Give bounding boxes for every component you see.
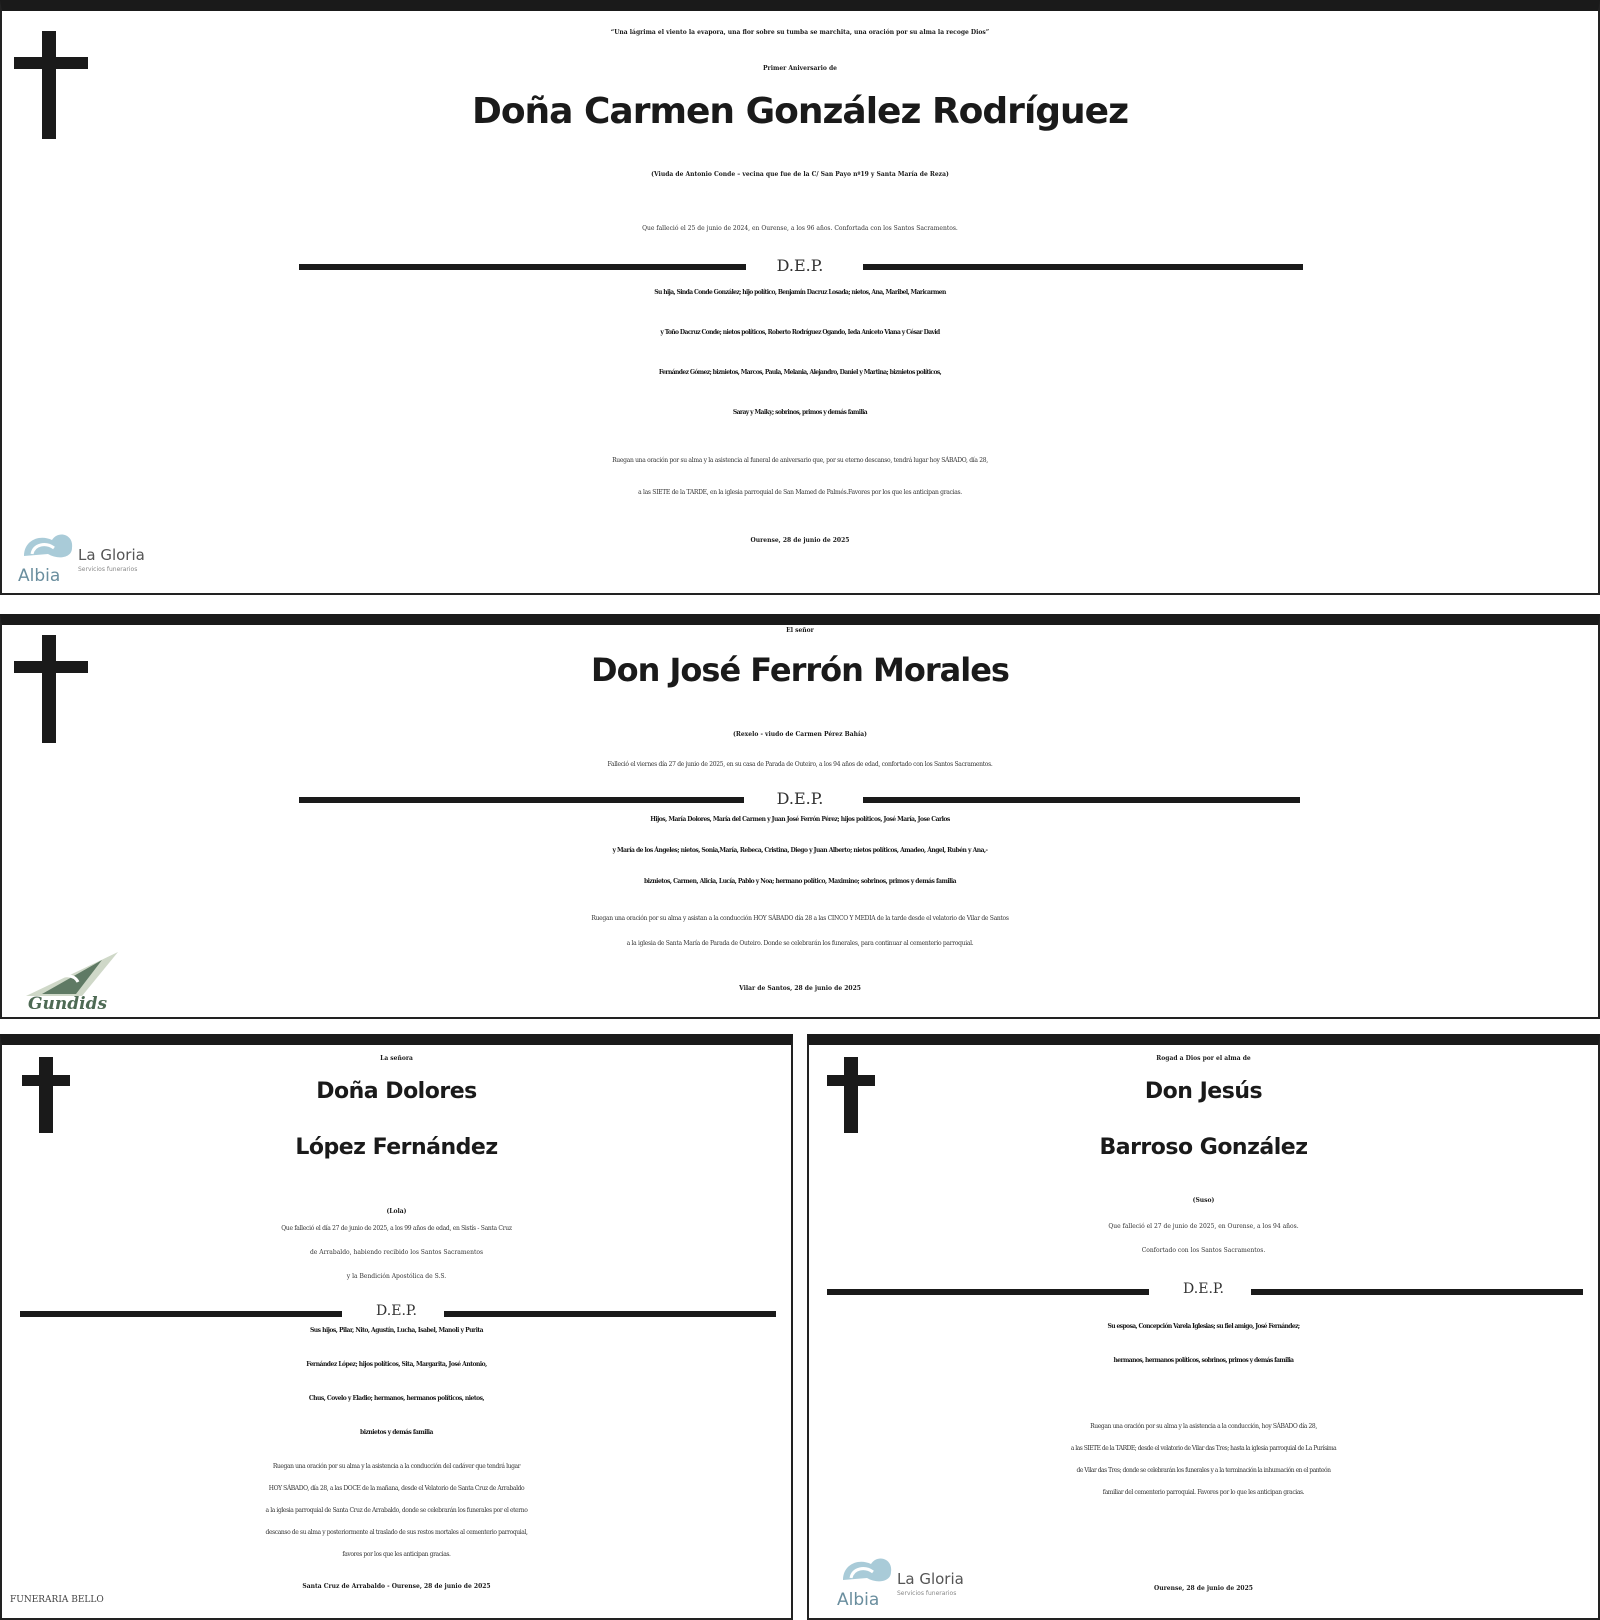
request-line: favores por los que les anticipan gracias. (342, 1551, 451, 1558)
deceased-name-line: Doña Dolores (316, 1079, 477, 1104)
death-info-line: Confortado con los Santos Sacramentos. (1141, 1247, 1266, 1254)
family-line: Fernández Gómez; biznietos, Marcos, Paula, Melania, Alejandro, Daniel y Martina; biznietos políticos, (658, 369, 942, 376)
place-date: Vilar de Santos, 28 de junio de 2025 (739, 985, 861, 992)
albia-logo (835, 1550, 985, 1620)
deceased-name: Doña Carmen González Rodríguez (471, 91, 1129, 132)
obituary-jesus-barroso (807, 1034, 1600, 1620)
family-line: Su hija, Sinda Conde González; hijo político, Benjamín Dacruz Losada; nietos, Ana, Maribel, Maricarmen (654, 289, 946, 296)
death-info-line: Que falleció el 27 de junio de 2025, en Ourense, a los 94 años. (1108, 1223, 1299, 1230)
subtitle: (Rexelo - viudo de Carmen Pérez Bahía) (733, 731, 867, 738)
obituary-jose-ferron (0, 614, 1600, 1019)
family-line: Hijos, María Dolores, María del Carmen y Juan José Ferrón Pérez; hijos políticos, José María, Jose Carlos (650, 816, 950, 823)
request-line: a las SIETE de la TARDE, en la iglesia parroquial de San Mamed de Palmés.Favores por los que les anticipan gracias. (638, 489, 962, 496)
subtitle: (Viuda de Antonio Conde – vecina que fue de la C/ San Payo nº19 y Santa María de Reza) (651, 171, 949, 178)
albia-mark-icon (18, 526, 78, 562)
deceased-name-line: Don Jesús (1144, 1079, 1263, 1104)
death-info-line: y la Bendición Apostólica de S.S. (346, 1273, 447, 1280)
death-info: Que falleció el 25 de junio de 2024, en Ourense, a los 96 años. Confortada con los Santos Sacramentos. (642, 225, 958, 232)
family-line: y María de los Ángeles; nietos, Sonia,María, Rebeca, Cristina, Diego y Juan Alberto; nietos políticos, Amadeo, Ángel, Rubén y Ana,- (612, 847, 988, 854)
obituary-carmen-gonzalez (0, 0, 1600, 595)
request-line: a la iglesia parroquial de Santa Cruz de Arrabaldo, donde se celebrarán los funerales por el eterno (265, 1507, 528, 1514)
family-line: biznietos, Carmen, Alicia, Lucía, Pablo y Noa; hermano político, Maximino; sobrinos, primos y demás familia (643, 878, 957, 885)
albia-brand: Albia (18, 566, 61, 586)
request-line: a la iglesia de Santa María de Parada de Outeiro. Donde se celebrarán los funerales, para continuar al cementerio parroquial. (626, 940, 974, 947)
request-line: Ruegan una oración por su alma y asistan a la conducción HOY SÁBADO día 28 a las CINCO Y MEDIA de la tarde desde el velatorio de Vilar de Santos (591, 915, 1009, 922)
request-line: familiar del cementerio parroquial. Favores por lo que les anticipan gracias. (1102, 1489, 1305, 1496)
deceased-name-line: Barroso González (1099, 1135, 1308, 1160)
intro: La señora (380, 1055, 413, 1062)
request-line: Ruegan una oración por su alma y la asistencia a la conducción del cadáver que tendrá lugar (272, 1463, 521, 1470)
partner-sub: Servicios funerarios (897, 1590, 957, 1597)
intro: Rogad a Dios por el alma de (1156, 1055, 1251, 1062)
albia-mark-icon (837, 1550, 897, 1586)
quote: “Una lágrima el viento la evapora, una flor sobre su tumba se marchita, una oración por su alma la recoge Dios” (610, 29, 990, 36)
family-line: Sus hijos, Pilar, Nito, Agustín, Lucha, Isabel, Manoli y Purita (309, 1327, 484, 1334)
request-line: de Vilar das Tres; donde se celebrarán los funerales y a la terminación la inhumación en el panteón (1076, 1467, 1331, 1474)
intro: Primer Aniversario de (763, 65, 837, 72)
death-info: Falleció el viernes día 27 de junio de 2025, en su casa de Parada de Outeiro, a los 94 años de edad, confortado con los Santos Sacramentos. (607, 761, 993, 768)
funeral-home: FUNERARIA BELLO (10, 1595, 104, 1605)
albia-brand: Albia (837, 1590, 880, 1610)
deceased-name-line: López Fernández (295, 1135, 498, 1160)
deceased-name: Don José Ferrón Morales (591, 651, 1009, 689)
request-line: HOY SÁBADO, día 28, a las DOCE de la mañana, desde el Velatorio de Santa Cruz de Arrabaldo (268, 1485, 525, 1492)
partner-name: La Gloria (897, 1570, 964, 1588)
family-line: hermanos, hermanos políticos, sobrinos, primos y demás familia (1113, 1357, 1294, 1364)
family-line: Su esposa, Concepción Varela Iglesias; su fiel amigo, José Fernández; (1107, 1323, 1300, 1330)
family-line: Fernández López; hijos políticos, Sita, Margarita, José Antonio, (306, 1361, 487, 1368)
place-date: Ourense, 28 de junio de 2025 (1154, 1585, 1253, 1592)
albia-logo (16, 526, 166, 596)
nickname: (Lola) (386, 1208, 407, 1215)
dep-separator: D.E.P. (2, 789, 1598, 809)
request-line: descanso de su alma y posteriormente al traslado de sus restos mortales al cementerio parroquial, (265, 1529, 528, 1536)
family-line: Chus, Covelo y Eladio; hermanos, hermanos políticos, nietos, (308, 1395, 485, 1402)
partner-name: La Gloria (78, 546, 145, 564)
request-line: Ruegan una oración por su alma y la asistencia a la conducción, hoy SÁBADO día 28, (1090, 1423, 1317, 1430)
family-line: Saray y Maiky; sobrinos, primos y demás familia (732, 409, 868, 416)
gundids-brand: Gundids (28, 994, 108, 1014)
request-line: Ruegan una oración por su alma y la asistencia al funeral de aniversario que, por su eterno descanso, tendrá lugar hoy SÁBADO, día 28, (612, 457, 988, 464)
gundids-logo (22, 950, 126, 1018)
place-date: Santa Cruz de Arrabaldo - Ourense, 28 de junio de 2025 (302, 1583, 491, 1590)
death-info-line: de Arrabaldo, habiendo recibido los Santos Sacramentos (309, 1249, 484, 1256)
intro: El señor (786, 627, 814, 634)
death-info-line: Que falleció el día 27 de junio de 2025, a los 99 años de edad, en Sistís - Santa Cruz (281, 1225, 512, 1232)
obituary-dolores-lopez (0, 1034, 793, 1620)
place-date: Ourense, 28 de junio de 2025 (750, 537, 850, 544)
gundids-mark-icon (22, 950, 122, 1000)
family-line: biznietos y demás familia (360, 1429, 433, 1436)
request-line: a las SIETE de la TARDE; desde el velatorio de Vilar das Tres; hasta la iglesia parroquial de La Purísima (1070, 1445, 1337, 1452)
dep-separator: D.E.P. (2, 256, 1598, 276)
dep-separator: D.E.P. (2, 1303, 791, 1323)
nickname: (Suso) (1192, 1197, 1215, 1204)
dep-separator: D.E.P. (809, 1281, 1598, 1301)
family-line: y Toño Dacruz Conde; nietos políticos, Roberto Rodríguez Ogando, Ieda Aniceto Viana y César David (660, 329, 940, 336)
partner-sub: Servicios funerarios (78, 566, 138, 573)
